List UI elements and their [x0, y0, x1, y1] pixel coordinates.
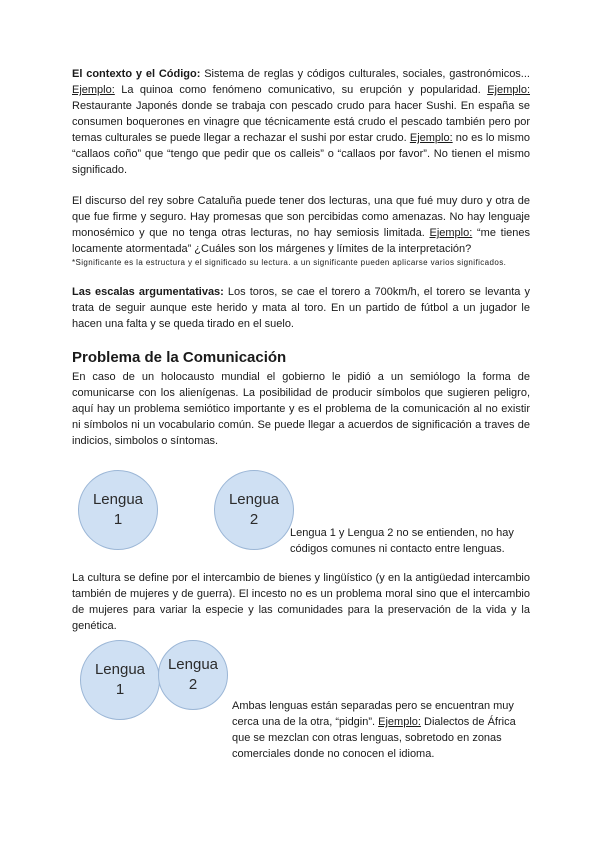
example-label: Ejemplo: [487, 84, 530, 96]
paragraph-escalas-argumentativas: Las escalas argumentativas: Los toros, se cae el torero a 700km/h, el torero se levanta y trata de seguir aunque este herido y mata al toro. En un partido de fútbol a un jugador le hacen una falta y se queda tirado en el suelo. [72, 286, 530, 330]
footnote-significante: *Significante es la estructura y el significado su lectura. a un significante pueden aplicarse varios significados. [72, 258, 507, 267]
lengua-2-number: 2 [249, 511, 259, 528]
paragraph-contexto-codigo: El contexto y el Código: Sistema de reglas y códigos culturales, sociales, gastronómicos... Ejemplo: La quinoa como fenómeno comunicativo, su erupción y popularidad. Ejemplo: Restaurante Japonés donde se trabaja con pescado crudo para hacer Sushi. En españa se consumen boquerones en vinagre que técnicamente está crudo el pescado también pero por temas culturales se puede llegar a rechazar el sushi por estar crudo. Ejemplo: no es lo mismo “callaos coño” que “tengo que pedir que os calleis” o “callaos por favor”. No tienen el mismo significado. [72, 68, 530, 176]
paragraph-holocausto: En caso de un holocausto mundial el gobierno le pidió a un semiólogo la forma de comunicarse con los alienígenas. La posibilidad de producir símbolos que sugieren peligro, aquí hay un problema semiótico importante y es el problema de la comunicación al no existir ni símbolos ni un vocabulario común. Se puede llegar a acuerdos de significación a traves de indicios, simbolos o síntomas. [72, 371, 530, 447]
lengua-1-word: Lengua [92, 491, 144, 508]
lengua-1-number: 1 [113, 511, 123, 528]
lengua-2-word: Lengua [167, 656, 219, 673]
diagram-1-caption: Lengua 1 y Lengua 2 no se entienden, no hay códigos comunes ni contacto entre lenguas. [290, 527, 514, 555]
lengua-2-word: Lengua [228, 491, 280, 508]
term-contexto-codigo: El contexto y el Código: [72, 68, 201, 80]
example-label: Ejemplo: [72, 84, 115, 96]
lengua-1-number: 1 [115, 681, 125, 698]
example-label: Ejemplo: [429, 227, 473, 239]
lengua-1-circle-near [80, 640, 160, 720]
example-label: Ejemplo: [378, 716, 421, 728]
example-label: Ejemplo: [409, 132, 453, 144]
paragraph-cultura-intercambio: La cultura se define por el intercambio de bienes y lingüístico (y en la antigüedad intercambio también de mujeres y de guerra). El incesto no es un problema moral sino que el intercambio de mujeres para variar la especie y las comunidades para la preservación de la vida y la genética. [72, 572, 530, 632]
lengua-2-circle-near [158, 640, 228, 710]
term-escalas-argumentativas: Las escalas argumentativas: [72, 286, 224, 298]
paragraph-discurso-rey: El discurso del rey sobre Cataluña puede tener dos lecturas, una que fué muy duro y otra de que fue firme y seguro. Hay promesas que son percibidas como amenazas. No hay lenguaje monosémico y que no tenga otras lecturas, no hay semiosis limitada. Ejemplo: “me tienes locamente atormentada” ¿Cuáles son los márgenes y límites de la interpretación? [72, 195, 530, 255]
diagram-2-caption: Ambas lenguas están separadas pero se encuentran muy cerca una de la otra, “pidgin”. Ejemplo: Dialectos de África que se mezclan con otras lenguas, sobretodo en zonas comerciales donde no conocen el idioma. [232, 700, 516, 760]
section-heading: Problema de la Comunicación [72, 349, 287, 366]
lengua-2-number: 2 [188, 676, 198, 693]
lengua-2-circle [214, 470, 294, 550]
document-body [72, 66, 530, 449]
lengua-1-word: Lengua [94, 661, 146, 678]
lengua-1-circle [78, 470, 158, 550]
